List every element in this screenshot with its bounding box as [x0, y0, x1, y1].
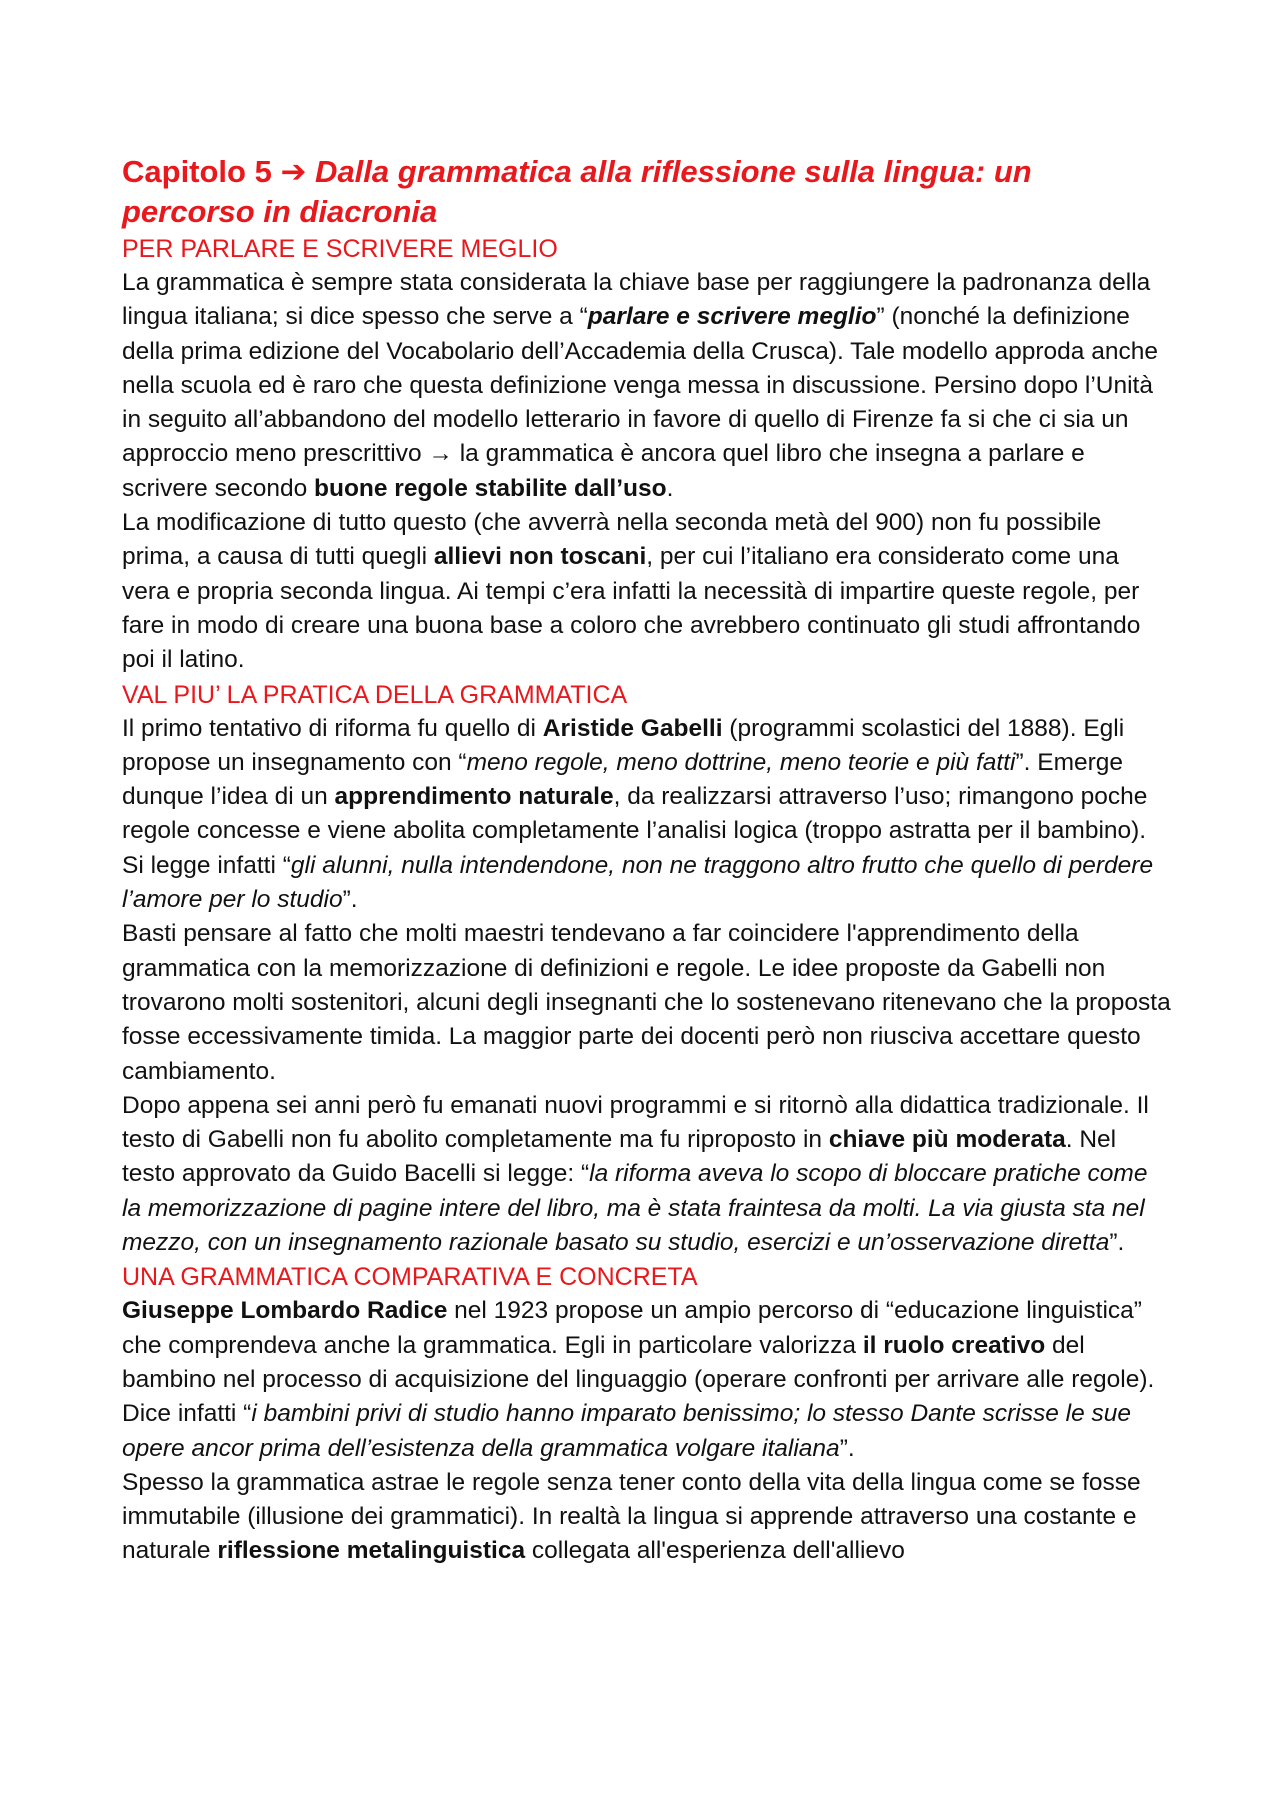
quoted-text: meno regole, meno dottrine, meno teorie e più fatti	[466, 748, 1016, 776]
paragraph	[122, 712, 1172, 918]
emphasis-text: apprendimento naturale	[334, 783, 614, 811]
body-text: collegata all'esperienza dell'allievo	[525, 1537, 905, 1565]
body-text: nel 1923 propose un ampio percorso di “educazione linguistica” che comprendeva anche la grammatica. Egli in particolare valorizza	[122, 1297, 1142, 1359]
body-text: La modificazione di tutto questo (che avverrà nella seconda metà del 900) non fu possibile prima, a causa di tutti quegli	[122, 509, 1102, 571]
emphasis-text: buone regole stabilite dall’uso	[314, 474, 667, 502]
body-text: ”.	[1109, 1229, 1125, 1257]
section-heading: UNA GRAMMATICA COMPARATIVA E CONCRETA	[122, 1263, 698, 1292]
document-page	[122, 152, 1172, 1569]
paragraph	[122, 506, 1172, 677]
emphasis-text: Aristide Gabelli	[542, 714, 723, 742]
quoted-text: gli alunni, nulla intendendone, non ne traggono altro frutto che quello di perdere l’amore per lo studio	[122, 851, 1154, 914]
body-text: ”. Emerge dunque l’idea di un	[122, 748, 1124, 811]
emphasis-text: riflessione metalinguistica	[217, 1537, 526, 1565]
quoted-text: i bambini privi di studio hanno imparato benissimo; lo stesso Dante scrisse le sue opere ancor prima dell’esistenza della grammatica volgare italiana	[122, 1400, 1132, 1462]
chapter-title-subject: Dalla grammatica alla riflessione sulla lingua: un percorso in diacronia	[122, 154, 1032, 229]
paragraph	[122, 1294, 1172, 1465]
emphasis-text: Giuseppe Lombardo Radice	[122, 1297, 448, 1325]
body-text: (programmi scolastici del 1888). Egli propose un insegnamento con “	[122, 714, 1125, 776]
paragraph	[122, 917, 1172, 1088]
paragraph	[122, 1466, 1172, 1569]
body-text: ”.	[839, 1434, 855, 1462]
emphasis-text: allievi non toscani	[433, 543, 647, 571]
paragraph	[122, 266, 1172, 506]
chapter-title	[122, 152, 1172, 232]
body-text: Spesso la grammatica astrae le regole senza tener conto della vita della lingua come se fosse immutabile (illusione dei grammatici). In realtà la lingua si apprende attraverso una costante e naturale	[122, 1468, 1141, 1565]
body-text: .	[666, 474, 674, 502]
body-text: . Nel testo approvato da Guido Bacelli si legge: “	[122, 1126, 1117, 1188]
document-body	[122, 232, 1172, 1569]
emphasis-text: parlare e scrivere meglio	[587, 303, 877, 331]
body-text: , da realizzarsi attraverso l’uso; rimangono poche regole concesse e viene abolita completamente l’analisi logica (troppo astratta per il bambino). Si legge infatti “	[122, 783, 1148, 879]
chapter-title-prefix: Capitolo 5	[122, 154, 281, 189]
body-text: del bambino nel processo di acquisizione del linguaggio (operare confronti per arrivare alle regole). Dice infatti “	[122, 1331, 1155, 1428]
body-text: ” (nonché la definizione della prima edizione del Vocabolario dell’Accademia della Crusca). Tale modello approda anche nella scuola ed è raro che questa definizione venga messa in discussione. Persino dopo l’Unità in seguito all’abbandono del modello letterario in favore di quello di Firenze fa si che ci sia un approccio meno prescrittivo → la grammatica è ancora quel libro che insegna a parlare e scrivere secondo	[122, 303, 1158, 502]
section-heading: PER PARLARE E SCRIVERE MEGLIO	[122, 235, 558, 263]
emphasis-text: chiave più moderata	[828, 1126, 1066, 1154]
body-text: La grammatica è sempre stata considerata la chiave base per raggiungere la padronanza della lingua italiana; si dice spesso che serve a “	[122, 269, 1151, 331]
body-text: Basti pensare al fatto che molti maestri tendevano a far coincidere l'apprendimento della grammatica con la memorizzazione di definizioni e regole. Le idee proposte da Gabelli non trovarono molti sostenitori, alcuni degli insegnanti che lo sostenevano ritenevano che la proposta fosse eccessivamente timida. La maggior parte dei docenti però non riusciva accettare questo cambiamento.	[122, 920, 1171, 1085]
paragraph	[122, 1089, 1172, 1260]
body-text: ”.	[342, 886, 358, 914]
section-heading: VAL PIU’ LA PRATICA DELLA GRAMMATICA	[122, 680, 628, 709]
body-text: , per cui l’italiano era considerato come una vera e propria seconda lingua. Ai tempi c’era infatti la necessità di impartire queste regole, per fare in modo di creare una buona base a coloro che avrebbero continuato gli studi affrontando poi il latino.	[122, 543, 1141, 674]
emphasis-text: il ruolo creativo	[862, 1331, 1046, 1359]
body-text: Il primo tentativo di riforma fu quello di	[122, 714, 543, 742]
body-text: Dopo appena sei anni però fu emanati nuovi programmi e si ritornò alla didattica tradizionale. Il testo di Gabelli non fu abolito completamente ma fu riproposto in	[122, 1091, 1149, 1154]
quoted-text: la riforma aveva lo scopo di bloccare pratiche come la memorizzazione di pagine intere del libro, ma è stata fraintesa da molti. La via giusta sta nel mezzo, con un insegnamento razionale basato su studio, esercizi e un’osservazione diretta	[122, 1160, 1148, 1257]
arrow-icon: ➔	[280, 154, 307, 189]
